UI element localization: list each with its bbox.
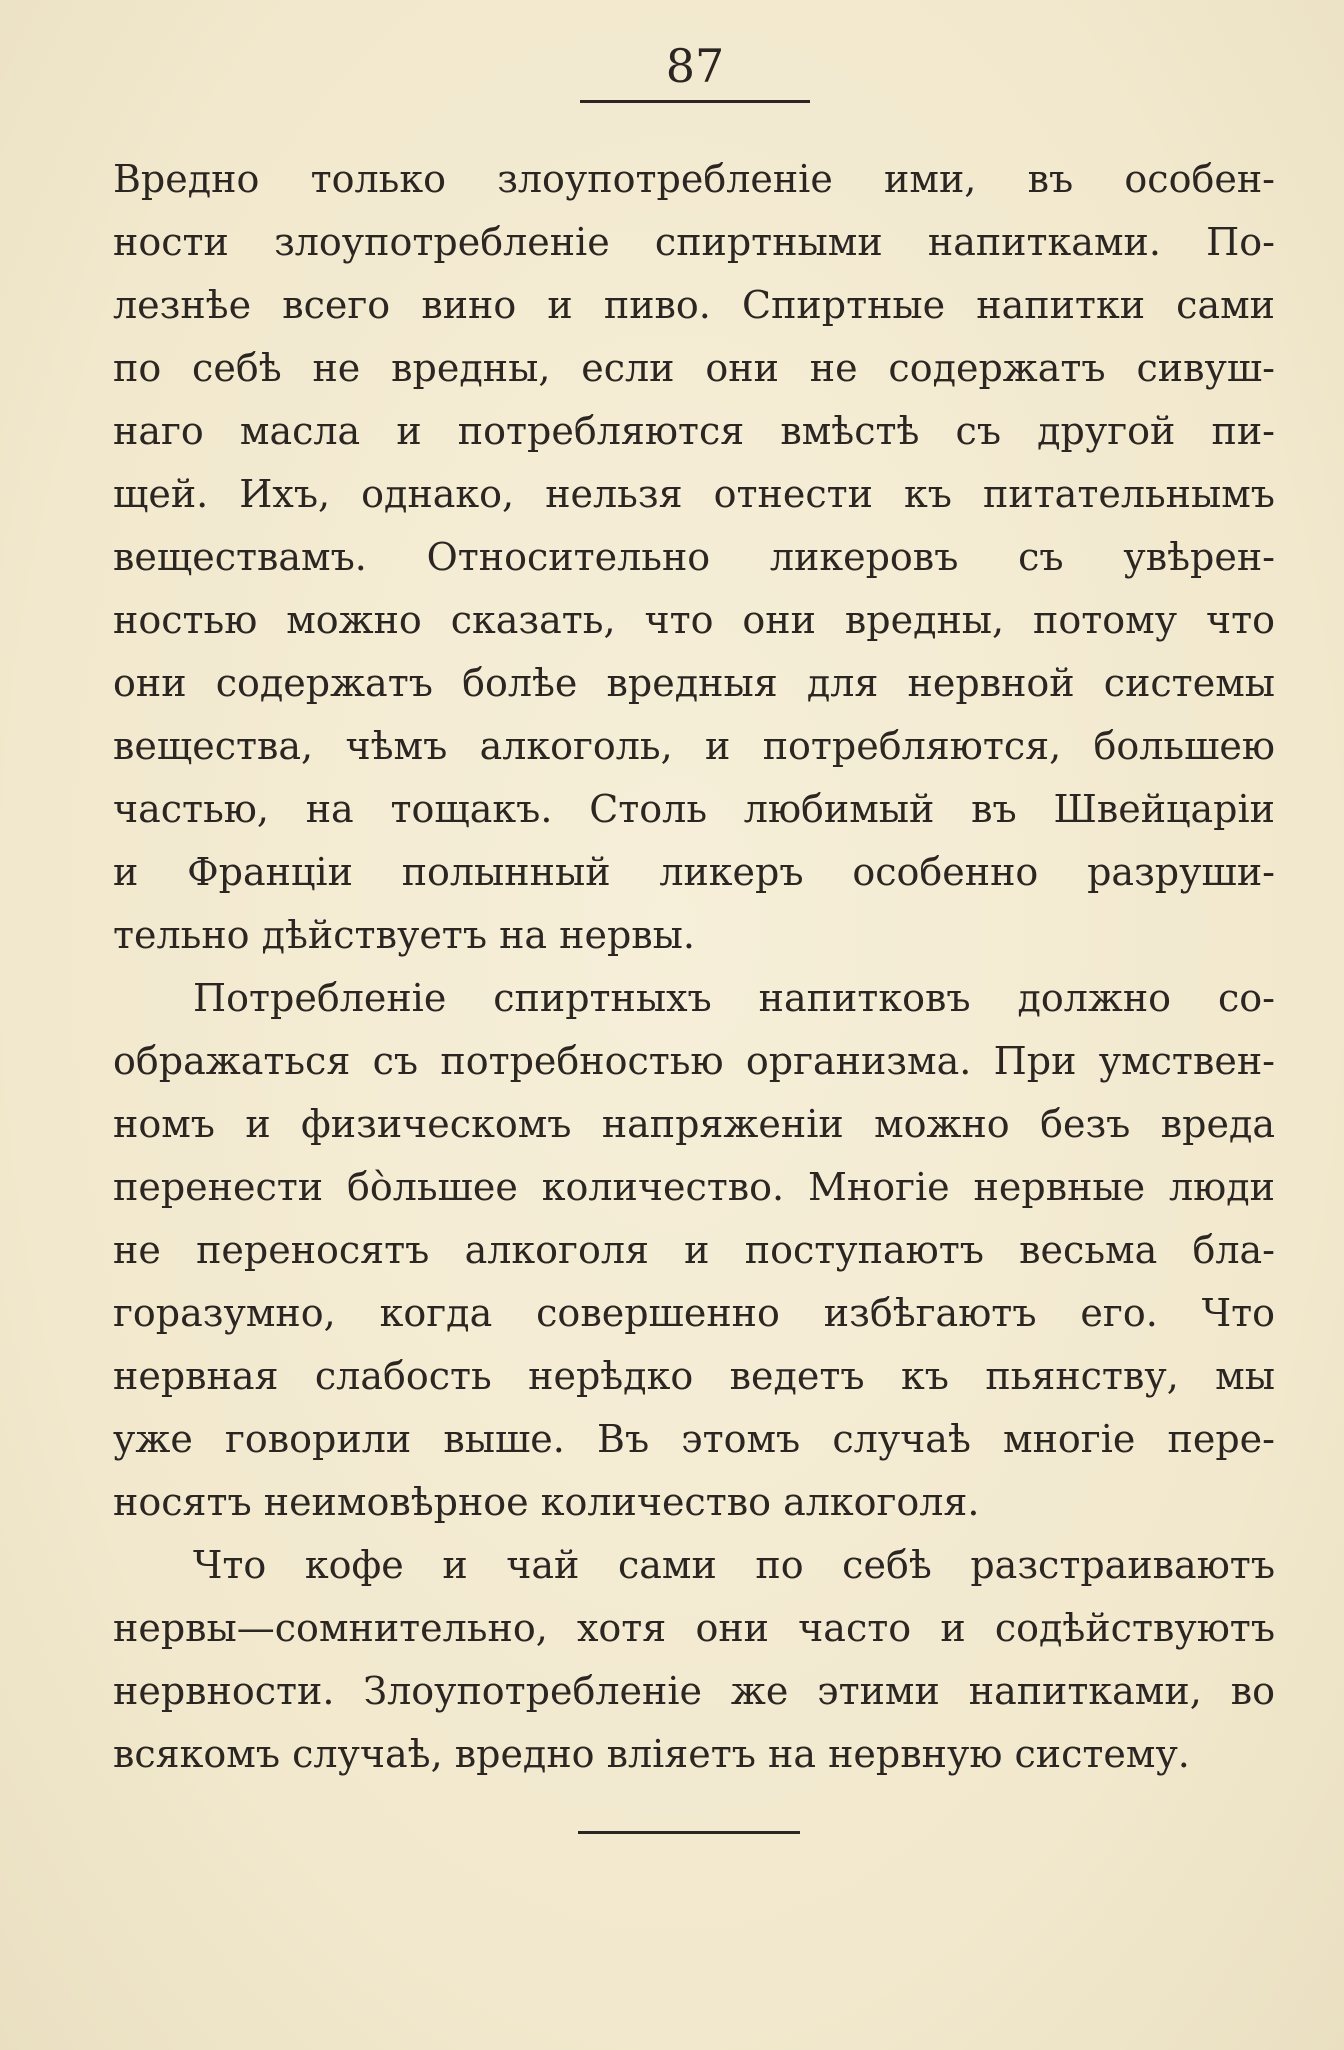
text-line: по себѣ не вредны, если они не содержатъ сивуш- [113, 346, 1275, 390]
text-line: веществамъ. Относительно ликеровъ съ увѣрен- [113, 535, 1275, 579]
text-line: нервная слабость нерѣдко ведетъ къ пьянству, мы [113, 1354, 1275, 1398]
text-line: вещества, чѣмъ алкоголь, и потребляются, большею [113, 724, 1275, 768]
text-line: ображаться съ потребностью организма. При умствен- [113, 1039, 1275, 1083]
text-line: они содержатъ болѣе вредныя для нервной системы [113, 661, 1275, 705]
text-line: Что кофе и чай сами по себѣ разстраиваютъ [193, 1543, 1275, 1587]
text-line: тельно дѣйствуетъ на нервы. [113, 913, 696, 957]
text-line: нервности. Злоупотребленіе же этими напитками, во [113, 1669, 1275, 1713]
text-line: носятъ неимовѣрное количество алкоголя. [113, 1480, 980, 1524]
page-number: 87 [665, 39, 725, 93]
text-line: Потребленіе спиртныхъ напитковъ должно со- [193, 976, 1275, 1020]
footer-rule [578, 1831, 800, 1834]
text-line: уже говорили выше. Въ этомъ случаѣ многіе пере- [113, 1417, 1275, 1461]
text-line: не переносятъ алкоголя и поступаютъ весьма бла- [113, 1228, 1275, 1272]
text-line: ностью можно сказать, что они вредны, потому что [113, 598, 1275, 642]
text-line: перенести бо̀льшее количество. Многіе нервные люди [113, 1165, 1275, 1209]
text-line: Вредно только злоупотребленіе ими, въ особен- [113, 157, 1275, 201]
text-line: и Франціи полынный ликеръ особенно разруши- [113, 850, 1275, 894]
text-line: лезнѣе всего вино и пиво. Спиртные напитки сами [113, 283, 1275, 327]
text-line: номъ и физическомъ напряженіи можно безъ вреда [113, 1102, 1275, 1146]
text-line: горазумно, когда совершенно избѣгаютъ его. Что [113, 1291, 1275, 1335]
text-line: всякомъ случаѣ, вредно вліяетъ на нервную систему. [113, 1732, 1190, 1776]
body-text [113, 148, 1275, 1786]
text-line: ности злоупотребленіе спиртными напитками. По- [113, 220, 1275, 264]
text-line: нервы—сомнительно, хотя они часто и содѣйствуютъ [113, 1606, 1275, 1650]
text-line: частью, на тощакъ. Столь любимый въ Швейцаріи [113, 787, 1275, 831]
text-line: щей. Ихъ, однако, нельзя отнести къ питательнымъ [113, 472, 1275, 516]
header-rule [580, 100, 810, 103]
text-line: наго масла и потребляются вмѣстѣ съ другой пи- [113, 409, 1275, 453]
